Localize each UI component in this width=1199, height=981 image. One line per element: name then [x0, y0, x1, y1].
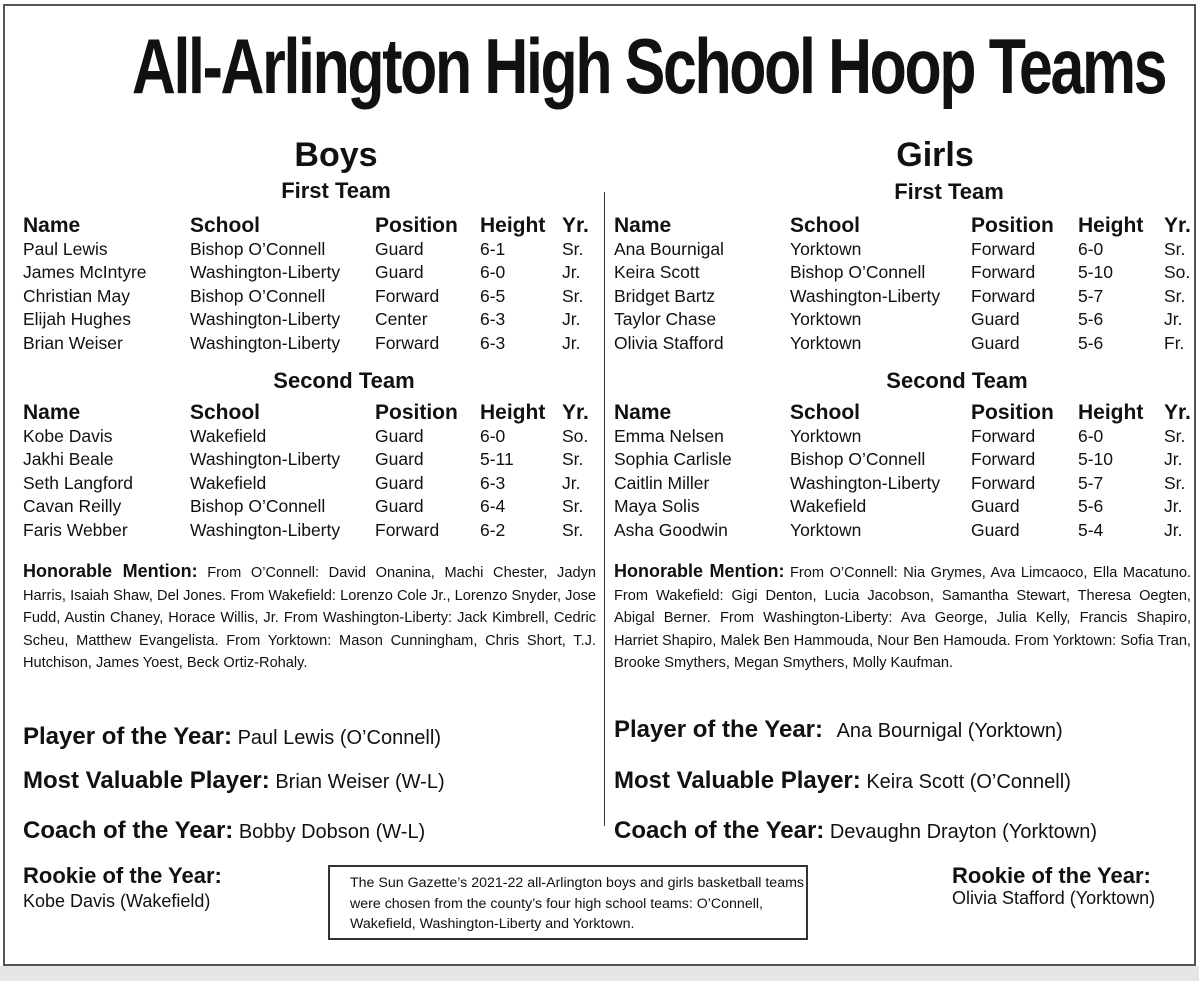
cell-name: Christian May — [23, 285, 130, 306]
cell-position: Forward — [971, 239, 1036, 259]
cell-position: Guard — [375, 426, 424, 446]
cell-year: Sr. — [1164, 426, 1186, 446]
cell-name: Taylor Chase — [614, 309, 717, 330]
col-height: Height — [480, 401, 546, 424]
cell-name: James McIntyre — [23, 262, 147, 283]
col-year: Yr. — [1164, 214, 1191, 237]
cell-height: 6-3 — [480, 332, 506, 353]
cell-school: Washington-Liberty — [190, 309, 341, 330]
cell-school: Wakefield — [790, 496, 867, 517]
cell-position: Forward — [375, 519, 440, 540]
col-name: Name — [23, 214, 81, 237]
cell-height: 6-0 — [480, 426, 506, 446]
girls-mvp — [614, 767, 1071, 795]
cell-year: Sr. — [562, 285, 584, 306]
col-position: Position — [971, 401, 1054, 424]
cell-school: Bishop O’Connell — [190, 239, 326, 259]
cell-position: Guard — [971, 496, 1020, 517]
cell-name: Caitlin Miller — [614, 472, 710, 493]
cell-height: 5-11 — [480, 449, 514, 470]
cell-name: Jakhi Beale — [23, 449, 114, 470]
cell-school: Yorktown — [790, 309, 862, 330]
table-row — [23, 285, 607, 308]
award-label: Coach of the Year: — [23, 817, 234, 844]
table-row — [23, 495, 607, 518]
table-row — [614, 495, 1194, 518]
award-label: Most Valuable Player: — [23, 767, 270, 794]
boys-rookie-label: Rookie of the Year: — [23, 863, 222, 888]
cell-position: Guard — [375, 239, 424, 259]
cell-position: Guard — [971, 309, 1020, 330]
award-value: Bobby Dobson (W-L) — [238, 821, 426, 843]
table-row — [614, 238, 1194, 261]
award-value: Devaughn Drayton (Yorktown) — [829, 821, 1098, 843]
cell-position: Guard — [375, 449, 424, 470]
boys-coach-of-year — [23, 817, 425, 845]
table-row — [23, 519, 607, 542]
cell-year: Sr. — [562, 519, 584, 540]
table-row — [614, 261, 1194, 284]
boys-first-team-title: First Team — [281, 178, 391, 203]
cell-year: Jr. — [1164, 449, 1183, 470]
boys-player-of-year — [23, 723, 441, 751]
boys-second-team-table — [23, 401, 607, 542]
cell-year: So. — [1164, 262, 1191, 283]
cell-school: Bishop O’Connell — [790, 262, 926, 283]
table-header-row — [23, 214, 607, 238]
award-label: Player of the Year: — [614, 716, 823, 743]
cell-school: Washington-Liberty — [190, 262, 341, 283]
girls-rookie-label: Rookie of the Year: — [952, 863, 1151, 888]
cell-name: Olivia Stafford — [614, 332, 724, 353]
cell-school: Yorktown — [790, 332, 862, 353]
cell-position: Guard — [971, 519, 1020, 540]
cell-height: 5-6 — [1078, 496, 1104, 517]
cell-height: 5-6 — [1078, 332, 1104, 353]
cell-position: Guard — [971, 332, 1020, 353]
award-value: Brian Weiser (W-L) — [275, 771, 445, 793]
award-value: Ana Bournigal (Yorktown) — [836, 720, 1063, 742]
cell-year: Sr. — [1164, 239, 1186, 259]
cell-year: Sr. — [1164, 285, 1186, 306]
col-height: Height — [1078, 401, 1144, 424]
col-school: School — [190, 401, 261, 424]
table-row — [614, 285, 1194, 308]
cell-name: Keira Scott — [614, 262, 700, 283]
cell-school: Yorktown — [790, 239, 862, 259]
girls-rookie-name: Olivia Stafford (Yorktown) — [952, 888, 1156, 908]
cell-school: Yorktown — [790, 519, 862, 540]
table-row — [614, 308, 1194, 331]
cell-school: Washington-Liberty — [790, 472, 941, 493]
cell-year: Jr. — [562, 332, 581, 353]
boys-heading: Boys — [294, 136, 378, 174]
col-school: School — [190, 214, 261, 237]
cell-height: 6-0 — [1078, 426, 1104, 446]
cell-position: Forward — [971, 472, 1036, 493]
cell-position: Center — [375, 309, 428, 330]
cell-school: Bishop O’Connell — [190, 496, 326, 517]
cell-position: Guard — [375, 496, 424, 517]
cell-year: Jr. — [1164, 519, 1183, 540]
cell-name: Bridget Bartz — [614, 285, 716, 306]
cell-height: 5-10 — [1078, 449, 1114, 470]
girls-first-team-table — [614, 214, 1194, 355]
col-height: Height — [1078, 214, 1144, 237]
cell-year: Sr. — [1164, 472, 1186, 493]
selection-note: The Sun Gazette’s 2021-22 all-Arlington boys and girls basketball teams were chosen from the county’s four high school teams: O’Connell, Wakefield, Washington-Liberty and Yorktown. — [328, 865, 808, 940]
table-row — [614, 332, 1194, 355]
cell-year: Jr. — [562, 262, 581, 283]
honorable-text: From O’Connell: David Onanina, Machi Chester, Jadyn Harris, Isaiah Shaw, Del Jones. From Wakefield: Lorenzo Cole Jr., Lorenzo Snyder, Jose Fudd, Austin Chaney, Horace Willis, Jr. From Washington-Liberty: Jack Kimbrell, Cedric Scheu, Matthew Evangelista. From Yorktown: Mason Cunningham, Chris Short, T.J. Hutchison, James Yoest, Beck Ortiz-Rohaly. — [23, 565, 596, 671]
cell-year: Sr. — [562, 239, 584, 259]
col-year: Yr. — [562, 401, 589, 424]
table-row — [23, 308, 607, 331]
cell-name: Cavan Reilly — [23, 496, 122, 517]
cell-height: 6-5 — [480, 285, 506, 306]
cell-height: 5-7 — [1078, 285, 1104, 306]
award-label: Coach of the Year: — [614, 817, 825, 844]
cell-height: 6-3 — [480, 472, 506, 493]
cell-name: Paul Lewis — [23, 239, 108, 259]
cell-name: Elijah Hughes — [23, 309, 131, 330]
col-position: Position — [971, 214, 1054, 237]
award-value: Keira Scott (O’Connell) — [866, 771, 1071, 793]
cell-name: Asha Goodwin — [614, 519, 728, 540]
boys-mvp — [23, 767, 445, 795]
award-value: Paul Lewis (O’Connell) — [237, 727, 441, 749]
col-school: School — [790, 214, 861, 237]
col-name: Name — [614, 214, 672, 237]
cell-year: Jr. — [562, 472, 581, 493]
table-row — [23, 448, 607, 471]
boys-second-team-title: Second Team — [273, 368, 415, 393]
boys-first-team-table — [23, 214, 607, 355]
table-row — [614, 472, 1194, 495]
cell-position: Guard — [375, 472, 424, 493]
table-header-row — [614, 214, 1194, 238]
boys-honorable-mention — [23, 560, 596, 675]
cell-position: Forward — [971, 285, 1036, 306]
cell-year: Fr. — [1164, 332, 1185, 353]
cell-name: Emma Nelsen — [614, 426, 724, 446]
cell-name: Sophia Carlisle — [614, 449, 732, 470]
cell-height: 6-3 — [480, 309, 506, 330]
table-row — [614, 519, 1194, 542]
cell-position: Guard — [375, 262, 424, 283]
girls-first-team-title: First Team — [894, 179, 1004, 204]
col-position: Position — [375, 214, 458, 237]
cell-school: Bishop O’Connell — [190, 285, 326, 306]
girls-heading: Girls — [896, 136, 974, 174]
col-name: Name — [23, 401, 81, 424]
cell-year: So. — [562, 426, 589, 446]
cell-position: Forward — [375, 332, 440, 353]
table-row — [614, 425, 1194, 448]
cell-school: Washington-Liberty — [190, 332, 341, 353]
cell-school: Yorktown — [790, 426, 862, 446]
girls-coach-of-year — [614, 817, 1097, 845]
cell-name: Seth Langford — [23, 472, 133, 493]
col-year: Yr. — [1164, 401, 1191, 424]
cell-height: 6-2 — [480, 519, 506, 540]
cell-position: Forward — [375, 285, 440, 306]
cell-height: 6-0 — [480, 262, 506, 283]
cell-year: Jr. — [1164, 496, 1183, 517]
cell-name: Maya Solis — [614, 496, 700, 517]
cell-height: 5-10 — [1078, 262, 1114, 283]
cell-position: Forward — [971, 426, 1036, 446]
bottom-margin — [0, 966, 1199, 981]
col-position: Position — [375, 401, 458, 424]
girls-honorable-mention — [614, 560, 1191, 675]
girls-player-of-year — [614, 716, 1063, 744]
cell-name: Kobe Davis — [23, 426, 113, 446]
table-row — [614, 448, 1194, 471]
cell-height: 5-7 — [1078, 472, 1104, 493]
cell-name: Faris Webber — [23, 519, 128, 540]
cell-school: Wakefield — [190, 426, 267, 446]
table-row — [23, 425, 607, 448]
honorable-text: From O’Connell: Nia Grymes, Ava Limcaoco, Ella Macatuno. From Wakefield: Gigi Denton, Lucia Jacobson, Samantha Stewart, Theresa Oegten, Abigal Berner. From Washington-Liberty: Ava George, Julia Kelly, Francis Shapiro, Harriet Shapiro, Malek Ben Hammouda, Nour Ben Hamouda. From Yorktown: Sofia Tran, Brooke Smythers, Megan Smythers, Molly Kaufman. — [614, 565, 1191, 671]
cell-school: Washington-Liberty — [190, 449, 341, 470]
col-year: Yr. — [562, 214, 589, 237]
cell-height: 6-0 — [1078, 239, 1104, 259]
boys-rookie-name: Kobe Davis (Wakefield) — [23, 891, 211, 911]
cell-school: Washington-Liberty — [790, 285, 941, 306]
honorable-label: Honorable Mention: — [614, 561, 785, 581]
table-row — [23, 332, 607, 355]
col-name: Name — [614, 401, 672, 424]
cell-name: Ana Bournigal — [614, 239, 724, 259]
cell-school: Washington-Liberty — [190, 519, 341, 540]
award-label: Player of the Year: — [23, 723, 232, 750]
table-row — [23, 261, 607, 284]
col-school: School — [790, 401, 861, 424]
cell-height: 5-6 — [1078, 309, 1104, 330]
cell-height: 6-4 — [480, 496, 506, 517]
headline: All-Arlington High School Hoop Teams — [131, 22, 1166, 110]
cell-position: Forward — [971, 262, 1036, 283]
honorable-label: Honorable Mention: — [23, 561, 198, 581]
cell-height: 6-1 — [480, 239, 506, 259]
table-row — [23, 472, 607, 495]
table-header-row — [23, 401, 607, 425]
girls-second-team-table — [614, 401, 1194, 542]
cell-school: Bishop O’Connell — [790, 449, 926, 470]
col-height: Height — [480, 214, 546, 237]
girls-second-team-title: Second Team — [886, 368, 1028, 393]
table-row — [23, 238, 607, 261]
cell-year: Jr. — [1164, 309, 1183, 330]
table-header-row — [614, 401, 1194, 425]
cell-year: Jr. — [562, 309, 581, 330]
cell-year: Sr. — [562, 449, 584, 470]
cell-school: Wakefield — [190, 472, 267, 493]
cell-year: Sr. — [562, 496, 584, 517]
award-label: Most Valuable Player: — [614, 767, 861, 794]
cell-height: 5-4 — [1078, 519, 1104, 540]
cell-position: Forward — [971, 449, 1036, 470]
cell-name: Brian Weiser — [23, 332, 123, 353]
